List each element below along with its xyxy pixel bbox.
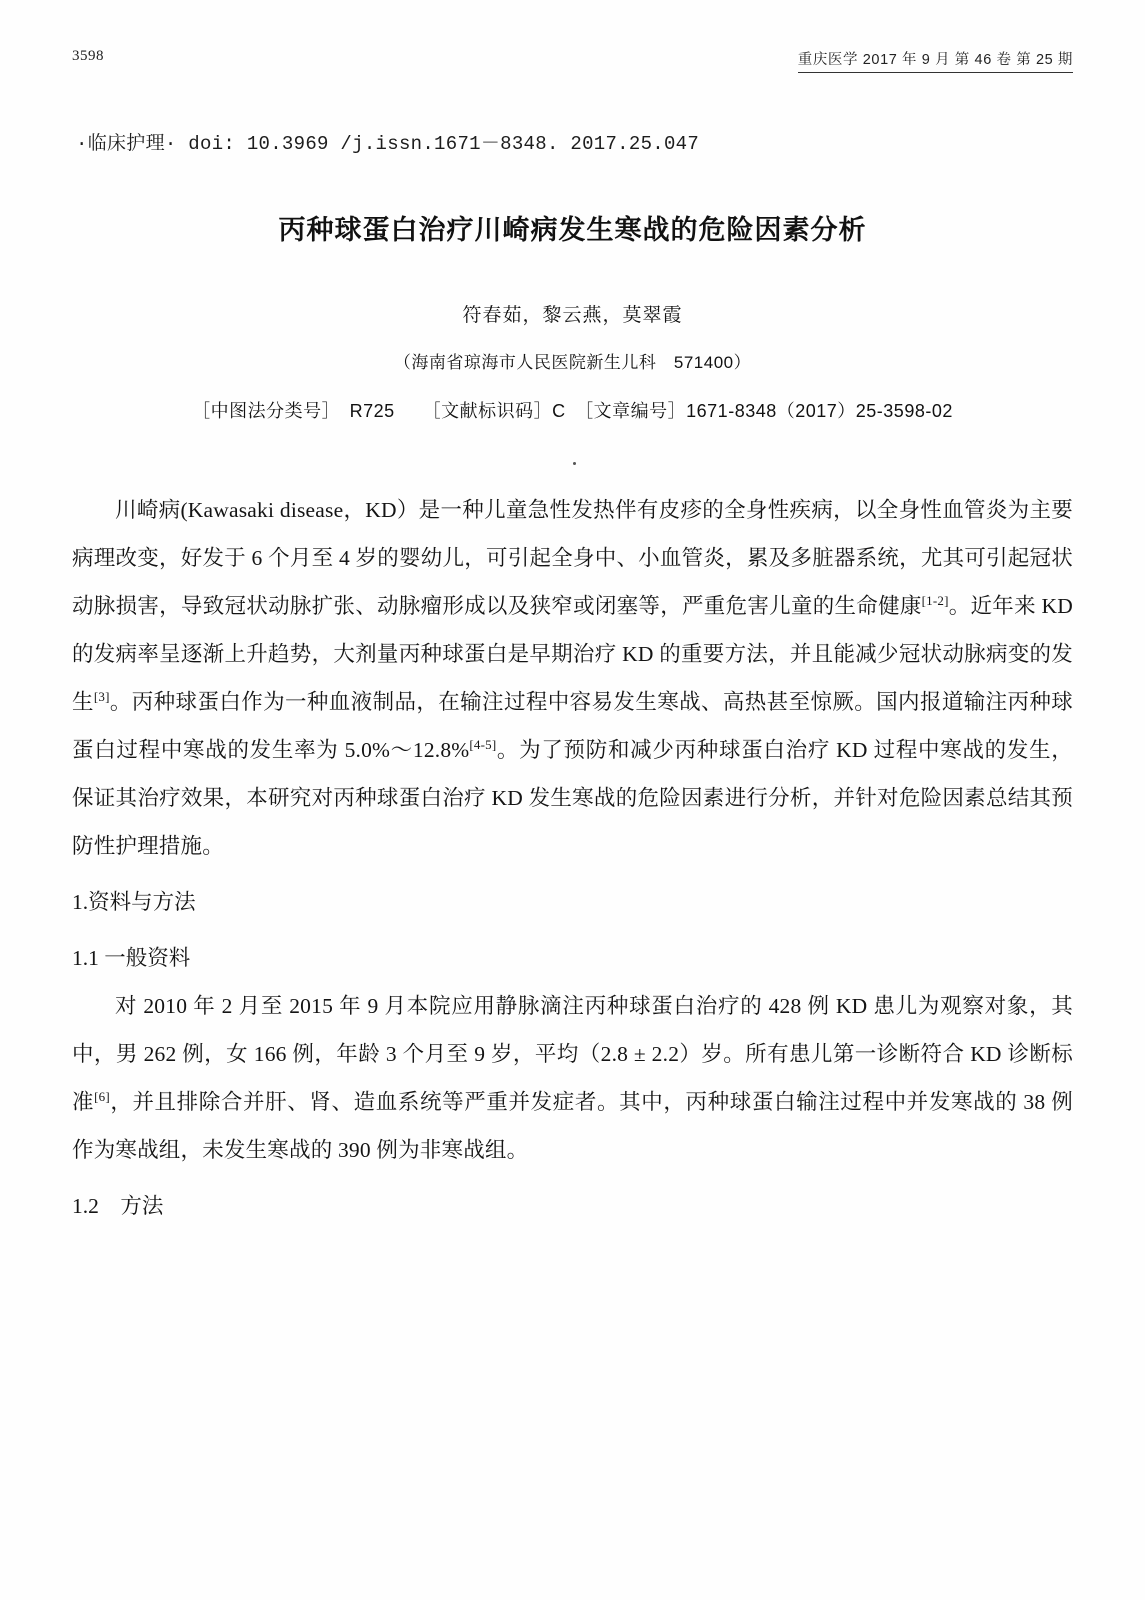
author-affiliation: （海南省琼海市人民医院新生儿科 571400） [393,353,752,372]
section-doi-line: ·临床护理· doi: 10.3969 /j.issn.1671－8348. 2017.25.047 [76,133,700,155]
citation-ref-3: [3] [93,688,110,704]
heading-section-1-1: 1.1 一般资料 [72,946,191,970]
paragraph-intro-text-d: 。为了预防和减少丙种球蛋白治疗 KD 过程中寒战的发生，保证其治疗效果，本研究对丙种球蛋白治疗 KD 发生寒战的危险因素进行分析，并针对危险因素总结其预防性护理措施。 [72,738,1074,858]
paragraph-intro-text-a: 川崎病(Kawasaki disease，KD）是一种儿童急性发热伴有皮疹的全身性疾病，以全身性血管炎为主要病理改变，好发于 6 个月至 4 岁的婴幼儿，可引起全身中、小血管炎，累及多脏器系统，尤其可引起冠状动脉损害，导致冠状动脉扩张、动脉瘤形成以及狭窄或闭塞等，严重危害儿童的生命健康 [72,498,1073,618]
citation-ref-4-5: [4-5] [469,736,497,752]
journal-issue-line: 重庆医学 2017 年 9 月 第 46 卷 第 25 期 [798,48,1073,73]
classification-codes: ［中图法分类号］ R725 ［文献标识码］C ［文章编号］1671-8348（2017）25-3598-02 [192,401,953,421]
paragraph-general-data-text-a: 对 2010 年 2 月至 2015 年 9 月本院应用静脉滴注丙种球蛋白治疗的 428 例 KD 患儿为观察对象，其中，男 262 例，女 166 例，年龄 3 个月至 9 岁，平均（2.8 ± 2.2）岁。所有患儿第一诊断符合 KD 诊断标准 [72,994,1073,1114]
paragraph-intro [72,486,1073,870]
running-head [72,48,1073,74]
citation-ref-1-2: [1-2] [921,592,949,608]
heading-section-1-2: 1.2 方法 [72,1194,164,1218]
paragraph-general-data-text-b: ，并且排除合并肝、肾、造血系统等严重并发症者。其中，丙种球蛋白输注过程中并发寒战的 38 例作为寒战组，未发生寒战的 390 例为非寒战组。 [72,1090,1073,1162]
page-number: 3598 [72,48,104,64]
paragraph-intro-text-b: 。近年来 KD 的发病率呈逐渐上升趋势，大剂量丙种球蛋白是早期治疗 KD 的重要方法，并且能减少冠状动脉病变的发生 [72,594,1073,714]
heading-section-1: 1.资料与方法 [72,890,196,914]
citation-ref-6: [6] [94,1088,110,1104]
article-title: 丙种球蛋白治疗川崎病发生寒战的危险因素分析 [278,215,867,245]
article-body [72,486,1073,1230]
center-dot-mark [573,462,576,465]
paragraph-general-data [72,982,1073,1174]
paragraph-intro-text-c: 。丙种球蛋白作为一种血液制品，在输注过程中容易发生寒战、高热甚至惊厥。国内报道输注丙种球蛋白过程中寒战的发生率为 5.0%～12.8% [72,690,1074,762]
article-authors: 符春茹，黎云燕，莫翠霞 [462,305,683,326]
page-content [72,0,1073,1600]
